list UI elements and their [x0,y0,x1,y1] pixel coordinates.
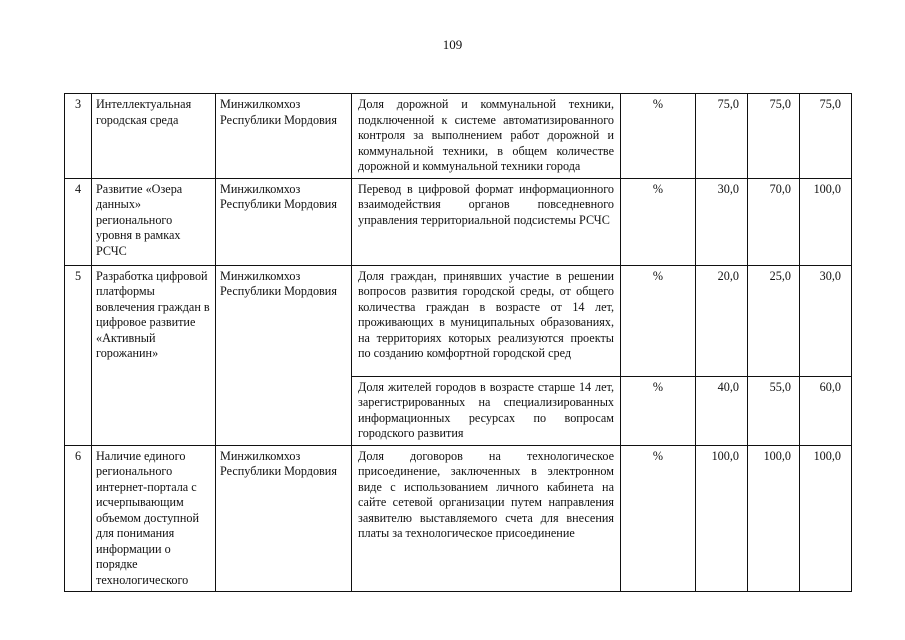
indicator-value-3: 100,0 [800,445,852,592]
indicator-value-3: 60,0 [800,376,852,445]
responsible-org: Минжилкомхоз Республики Мордовия [216,94,352,179]
indicator-value-2: 100,0 [748,445,800,592]
page-number: 109 [442,37,463,52]
row-number: 6 [65,445,92,592]
indicator-text: Доля договоров на технологическое присоединение, заключенных в электронном виде с использованием личного кабинета на сайте сетевой организации путем направления заявителю выставляемого счета для внесения платы за технологическое присоединение [352,445,621,592]
indicator-value-1: 30,0 [696,178,748,265]
table-row [65,265,852,376]
project-name: Развитие «Озера данных» регионального уровня в рамках РСЧС [92,178,216,265]
indicator-value-3: 75,0 [800,94,852,179]
project-name: Наличие единого регионального интернет-портала с исчерпывающим объемом доступной для понимания информации о порядке технологического [92,445,216,592]
indicator-value-1: 20,0 [696,265,748,376]
indicator-value-1: 40,0 [696,376,748,445]
row-number: 3 [65,94,92,179]
indicator-value-2: 25,0 [748,265,800,376]
indicator-unit: % [621,265,696,376]
indicator-unit: % [621,94,696,179]
indicator-value-1: 75,0 [696,94,748,179]
indicator-text: Доля жителей городов в возрасте старше 14 лет, зарегистрированных на специализированных информационных ресурсах по вопросам городского развития [352,376,621,445]
table-row [65,445,852,592]
indicator-value-3: 100,0 [800,178,852,265]
indicator-unit: % [621,178,696,265]
indicator-value-2: 70,0 [748,178,800,265]
row-number: 5 [65,265,92,445]
table-row [65,178,852,265]
indicator-text: Перевод в цифровой формат информационного взаимодействия органов повседневного управления территориальной подсистемы РСЧС [352,178,621,265]
indicator-value-2: 75,0 [748,94,800,179]
responsible-org: Минжилкомхоз Республики Мордовия [216,178,352,265]
project-name: Интеллектуальная городская среда [92,94,216,179]
indicator-unit: % [621,445,696,592]
row-number: 4 [65,178,92,265]
indicators-table [64,93,852,592]
indicator-value-1: 100,0 [696,445,748,592]
indicator-value-3: 30,0 [800,265,852,376]
table-row [65,94,852,179]
indicator-text: Доля дорожной и коммунальной техники, подключенной к системе автоматизированного контроля за выполнением работ дорожной и коммунальной техники, в общем количестве дорожной и коммунальной техники города [352,94,621,179]
indicator-text: Доля граждан, принявших участие в решении вопросов развития городской среды, от общего количества граждан в возрасте от 14 лет, проживающих в муниципальных образованиях, на территориях которых реализуются проекты по созданию комфортной городской сред [352,265,621,376]
indicator-value-2: 55,0 [748,376,800,445]
responsible-org: Минжилкомхоз Республики Мордовия [216,265,352,445]
project-name: Разработка цифровой платформы вовлечения граждан в цифровое развитие «Активный горожанин» [92,265,216,445]
indicator-unit: % [621,376,696,445]
responsible-org: Минжилкомхоз Республики Мордовия [216,445,352,592]
